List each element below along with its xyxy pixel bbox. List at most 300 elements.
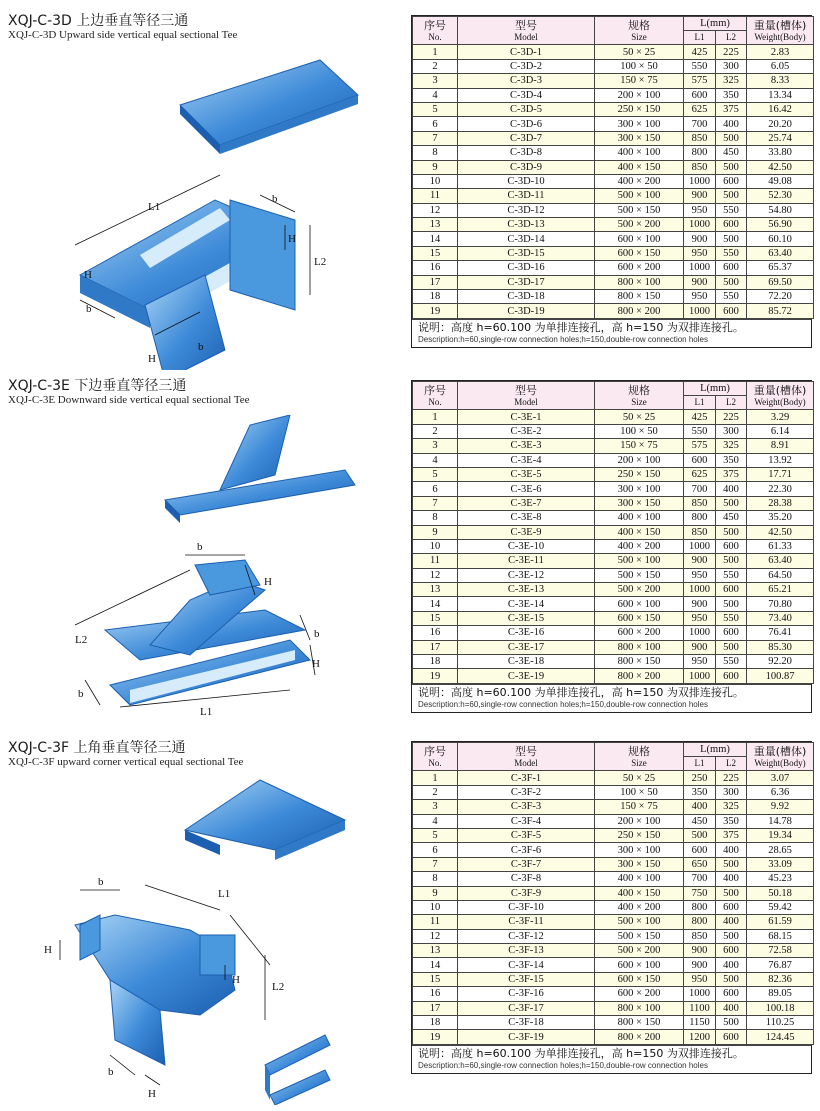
cell-size: 400 × 150	[595, 886, 684, 900]
header-l: L(mm)	[684, 743, 747, 757]
header-l: L(mm)	[684, 17, 747, 31]
cell-model: C-3E-5	[458, 467, 595, 481]
cell-l2: 400	[716, 1001, 747, 1015]
spec-table-3e	[411, 380, 812, 713]
dim-h-right: H	[232, 974, 240, 986]
cell-l1: 950	[684, 290, 716, 304]
dim-l2: L2	[314, 256, 327, 268]
cell-no: 16	[413, 261, 458, 275]
cell-no: 17	[413, 1001, 458, 1015]
dim-l1: L1	[218, 888, 231, 900]
cell-l1: 900	[684, 275, 716, 289]
section-title-en: XQJ-C-3F upward corner vertical equal sectional Tee	[8, 756, 244, 768]
dim-l2: L2	[75, 634, 88, 646]
cell-model: C-3F-2	[458, 785, 595, 799]
cell-model: C-3E-15	[458, 611, 595, 625]
cell-l1: 650	[684, 857, 716, 871]
cell-l1: 950	[684, 246, 716, 260]
cell-l1: 800	[684, 511, 716, 525]
header-size: 规格 Size	[595, 743, 684, 771]
cell-no: 9	[413, 160, 458, 174]
cell-weight: 6.05	[747, 59, 814, 73]
note	[412, 684, 811, 712]
header-size: 规格 Size	[595, 17, 684, 45]
header-no: 序号 No.	[413, 382, 458, 410]
cell-l1: 950	[684, 655, 716, 669]
cell-size: 300 × 100	[595, 117, 684, 131]
header-weight: 重量(槽体) Weight(Body)	[747, 743, 814, 771]
cell-size: 400 × 100	[595, 872, 684, 886]
table-row	[413, 439, 814, 453]
cell-weight: 3.29	[747, 410, 814, 424]
cell-no: 11	[413, 554, 458, 568]
table-row	[413, 828, 814, 842]
table-row	[413, 304, 814, 318]
cell-size: 250 × 150	[595, 467, 684, 481]
cell-weight: 22.30	[747, 482, 814, 496]
cell-model: C-3F-1	[458, 771, 595, 785]
cell-l2: 500	[716, 275, 747, 289]
cell-no: 3	[413, 74, 458, 88]
table-row	[413, 424, 814, 438]
note-cn: 说明：高度 h=60.100 为单排连接孔，高 h=150 为双排连接孔。	[418, 1046, 744, 1060]
cell-no: 13	[413, 583, 458, 597]
cell-size: 250 × 150	[595, 102, 684, 116]
table-row	[413, 987, 814, 1001]
cell-no: 16	[413, 987, 458, 1001]
cell-model: C-3F-5	[458, 828, 595, 842]
table-row	[413, 160, 814, 174]
dim-l1: L1	[148, 201, 161, 213]
cover-plate	[185, 780, 345, 860]
cell-l2: 375	[716, 102, 747, 116]
connector-plate	[265, 1035, 330, 1105]
cell-no: 5	[413, 828, 458, 842]
spec-grid	[412, 16, 814, 319]
spec-body	[413, 45, 814, 318]
cell-size: 600 × 100	[595, 958, 684, 972]
header-l: L(mm)	[684, 382, 747, 396]
cell-size: 600 × 100	[595, 232, 684, 246]
cell-no: 5	[413, 102, 458, 116]
cell-l1: 800	[684, 146, 716, 160]
cell-l2: 500	[716, 857, 747, 871]
table-row	[413, 929, 814, 943]
cell-weight: 72.20	[747, 290, 814, 304]
table-row	[413, 583, 814, 597]
cell-no: 2	[413, 424, 458, 438]
dim-l2: L2	[272, 981, 285, 993]
cell-l1: 950	[684, 611, 716, 625]
cell-size: 500 × 100	[595, 554, 684, 568]
cell-model: C-3F-3	[458, 800, 595, 814]
cell-weight: 56.90	[747, 218, 814, 232]
tee-3e-illustration	[20, 415, 390, 725]
cell-weight: 49.08	[747, 174, 814, 188]
cell-l1: 950	[684, 568, 716, 582]
table-row	[413, 554, 814, 568]
cell-l1: 1000	[684, 626, 716, 640]
cell-no: 12	[413, 568, 458, 582]
cell-size: 400 × 200	[595, 174, 684, 188]
table-row	[413, 117, 814, 131]
spec-body	[413, 410, 814, 683]
cell-weight: 6.14	[747, 424, 814, 438]
note-en: Description:h=60,single-row connection holes;h=150,double-row connection holes	[418, 699, 708, 709]
cell-model: C-3D-7	[458, 131, 595, 145]
cell-l1: 900	[684, 189, 716, 203]
cell-size: 400 × 200	[595, 539, 684, 553]
cell-l1: 900	[684, 232, 716, 246]
cell-model: C-3D-15	[458, 246, 595, 260]
cell-weight: 3.07	[747, 771, 814, 785]
cell-no: 11	[413, 915, 458, 929]
cell-model: C-3F-9	[458, 886, 595, 900]
table-row	[413, 785, 814, 799]
cell-no: 15	[413, 972, 458, 986]
header-l2: L2	[716, 396, 747, 410]
cell-model: C-3D-6	[458, 117, 595, 131]
cell-l2: 400	[716, 958, 747, 972]
cell-model: C-3E-8	[458, 511, 595, 525]
cell-l2: 400	[716, 117, 747, 131]
cell-l2: 325	[716, 800, 747, 814]
header-model: 型号 Model	[458, 382, 595, 410]
table-row	[413, 511, 814, 525]
cell-l2: 325	[716, 439, 747, 453]
cell-size: 800 × 100	[595, 275, 684, 289]
cell-model: C-3F-17	[458, 1001, 595, 1015]
table-row	[413, 102, 814, 116]
cell-size: 800 × 150	[595, 1016, 684, 1030]
table-row	[413, 655, 814, 669]
cell-size: 600 × 200	[595, 626, 684, 640]
tee-3f-illustration	[20, 775, 390, 1105]
cell-l2: 600	[716, 900, 747, 914]
cell-model: C-3D-8	[458, 146, 595, 160]
cell-weight: 110.25	[747, 1016, 814, 1030]
cell-size: 800 × 100	[595, 1001, 684, 1015]
cell-no: 17	[413, 640, 458, 654]
cell-weight: 28.38	[747, 496, 814, 510]
cell-l1: 1000	[684, 669, 716, 683]
header-model: 型号 Model	[458, 743, 595, 771]
cell-l2: 600	[716, 626, 747, 640]
header-no: 序号 No.	[413, 17, 458, 45]
dim-b-left: b	[86, 303, 92, 315]
cell-weight: 59.42	[747, 900, 814, 914]
cell-l2: 375	[716, 828, 747, 842]
section-title-cn: XQJ-C-3F 上角垂直等径三通	[8, 740, 186, 756]
cell-size: 50 × 25	[595, 771, 684, 785]
cell-l2: 500	[716, 929, 747, 943]
header-model: 型号 Model	[458, 17, 595, 45]
cell-l1: 1150	[684, 1016, 716, 1030]
cell-l2: 450	[716, 511, 747, 525]
cell-l2: 550	[716, 611, 747, 625]
cell-size: 100 × 50	[595, 59, 684, 73]
cell-weight: 124.45	[747, 1030, 814, 1044]
cell-weight: 13.92	[747, 453, 814, 467]
cell-l2: 500	[716, 496, 747, 510]
cell-size: 800 × 150	[595, 655, 684, 669]
table-row	[413, 74, 814, 88]
cell-l1: 1000	[684, 218, 716, 232]
cell-weight: 35.20	[747, 511, 814, 525]
cell-l2: 600	[716, 944, 747, 958]
cell-l2: 500	[716, 1016, 747, 1030]
tee-body	[105, 560, 310, 705]
table-row	[413, 568, 814, 582]
header-no: 序号 No.	[413, 743, 458, 771]
cell-model: C-3F-12	[458, 929, 595, 943]
cell-l1: 1000	[684, 539, 716, 553]
header-l2: L2	[716, 757, 747, 771]
cell-model: C-3F-7	[458, 857, 595, 871]
cell-no: 1	[413, 410, 458, 424]
cell-no: 3	[413, 800, 458, 814]
cell-size: 400 × 100	[595, 511, 684, 525]
cell-size: 500 × 100	[595, 915, 684, 929]
cell-weight: 25.74	[747, 131, 814, 145]
section-3f	[0, 737, 820, 1107]
cell-size: 500 × 150	[595, 929, 684, 943]
cell-weight: 63.40	[747, 554, 814, 568]
cell-size: 400 × 150	[595, 525, 684, 539]
cell-model: C-3F-6	[458, 843, 595, 857]
note-en: Description:h=60,single-row connection holes;h=150,double-row connection holes	[418, 334, 708, 344]
cell-size: 500 × 200	[595, 944, 684, 958]
cell-weight: 16.42	[747, 102, 814, 116]
cell-l1: 700	[684, 482, 716, 496]
cell-size: 800 × 150	[595, 290, 684, 304]
table-row	[413, 640, 814, 654]
cell-weight: 13.34	[747, 88, 814, 102]
note	[412, 1045, 811, 1073]
header-l1: L1	[684, 396, 716, 410]
cell-weight: 14.78	[747, 814, 814, 828]
cell-weight: 42.50	[747, 160, 814, 174]
cell-l2: 400	[716, 872, 747, 886]
cell-weight: 28.65	[747, 843, 814, 857]
note-cn: 说明：高度 h=60.100 为单排连接孔，高 h=150 为双排连接孔。	[418, 685, 744, 699]
cell-l2: 550	[716, 290, 747, 304]
cell-no: 12	[413, 929, 458, 943]
cell-no: 10	[413, 174, 458, 188]
cell-l1: 450	[684, 814, 716, 828]
cell-size: 50 × 25	[595, 410, 684, 424]
spec-table-3f	[411, 741, 812, 1074]
cell-no: 13	[413, 218, 458, 232]
table-row	[413, 1016, 814, 1030]
table-row	[413, 814, 814, 828]
cell-l1: 1000	[684, 304, 716, 318]
cell-l2: 500	[716, 160, 747, 174]
cell-l2: 600	[716, 669, 747, 683]
cell-l2: 600	[716, 987, 747, 1001]
section-3e	[0, 375, 820, 730]
cell-weight: 65.37	[747, 261, 814, 275]
dim-b-left: b	[78, 688, 84, 700]
cell-no: 13	[413, 944, 458, 958]
dim-b-right: b	[314, 628, 320, 640]
table-row	[413, 218, 814, 232]
cell-model: C-3F-15	[458, 972, 595, 986]
cell-size: 600 × 200	[595, 987, 684, 1001]
table-row	[413, 174, 814, 188]
cell-no: 7	[413, 857, 458, 871]
cell-no: 8	[413, 146, 458, 160]
cell-l2: 300	[716, 785, 747, 799]
cell-model: C-3D-10	[458, 174, 595, 188]
cell-l2: 500	[716, 640, 747, 654]
section-title-en: XQJ-C-3D Upward side vertical equal sectional Tee	[8, 29, 238, 41]
cell-model: C-3D-2	[458, 59, 595, 73]
table-row	[413, 1030, 814, 1044]
cell-model: C-3E-13	[458, 583, 595, 597]
cell-l1: 850	[684, 160, 716, 174]
dim-b-top: b	[197, 541, 203, 553]
cell-size: 300 × 100	[595, 843, 684, 857]
cell-no: 4	[413, 453, 458, 467]
cell-l1: 850	[684, 496, 716, 510]
cell-l2: 225	[716, 410, 747, 424]
cell-no: 4	[413, 814, 458, 828]
cell-no: 1	[413, 45, 458, 59]
cell-weight: 100.87	[747, 669, 814, 683]
cell-weight: 61.33	[747, 539, 814, 553]
cell-model: C-3E-6	[458, 482, 595, 496]
cell-l1: 1200	[684, 1030, 716, 1044]
cell-no: 4	[413, 88, 458, 102]
cell-weight: 60.10	[747, 232, 814, 246]
dim-h-right: H	[288, 233, 296, 245]
cell-weight: 54.80	[747, 203, 814, 217]
cell-no: 2	[413, 785, 458, 799]
cell-weight: 68.15	[747, 929, 814, 943]
cell-l1: 900	[684, 640, 716, 654]
dim-h-bottom: H	[148, 353, 156, 365]
cell-l1: 250	[684, 771, 716, 785]
cell-l2: 500	[716, 232, 747, 246]
cell-size: 300 × 150	[595, 496, 684, 510]
cell-l2: 600	[716, 261, 747, 275]
cell-model: C-3E-18	[458, 655, 595, 669]
cell-model: C-3F-16	[458, 987, 595, 1001]
cell-l2: 500	[716, 554, 747, 568]
dim-h-top: H	[264, 576, 272, 588]
cell-no: 11	[413, 189, 458, 203]
cell-no: 9	[413, 886, 458, 900]
cell-size: 600 × 100	[595, 597, 684, 611]
cell-size: 150 × 75	[595, 800, 684, 814]
cell-l1: 800	[684, 915, 716, 929]
cell-no: 6	[413, 117, 458, 131]
cell-model: C-3E-2	[458, 424, 595, 438]
cell-l2: 350	[716, 88, 747, 102]
cell-model: C-3F-11	[458, 915, 595, 929]
cell-no: 9	[413, 525, 458, 539]
cell-model: C-3F-13	[458, 944, 595, 958]
table-row	[413, 410, 814, 424]
cell-l2: 500	[716, 525, 747, 539]
dim-b-bottom: b	[108, 1066, 114, 1078]
cell-weight: 65.21	[747, 583, 814, 597]
cell-l1: 800	[684, 900, 716, 914]
table-row	[413, 669, 814, 683]
spec-table-3d	[411, 15, 812, 348]
cell-l1: 850	[684, 525, 716, 539]
cell-l2: 400	[716, 915, 747, 929]
cover-plate	[165, 415, 355, 523]
cell-l1: 550	[684, 59, 716, 73]
cell-no: 18	[413, 655, 458, 669]
section-title-cn: XQJ-C-3D 上边垂直等径三通	[8, 13, 189, 29]
cell-l1: 950	[684, 972, 716, 986]
cell-weight: 89.05	[747, 987, 814, 1001]
cell-model: C-3F-8	[458, 872, 595, 886]
table-row	[413, 131, 814, 145]
cell-weight: 45.23	[747, 872, 814, 886]
cell-l1: 1100	[684, 1001, 716, 1015]
cell-l2: 500	[716, 886, 747, 900]
cell-weight: 76.41	[747, 626, 814, 640]
cell-model: C-3E-19	[458, 669, 595, 683]
cell-size: 150 × 75	[595, 74, 684, 88]
table-row	[413, 482, 814, 496]
cell-size: 200 × 100	[595, 814, 684, 828]
cell-model: C-3D-19	[458, 304, 595, 318]
cell-l1: 350	[684, 785, 716, 799]
cell-weight: 76.87	[747, 958, 814, 972]
cell-l1: 600	[684, 88, 716, 102]
cell-l2: 550	[716, 203, 747, 217]
table-row	[413, 539, 814, 553]
cell-size: 300 × 150	[595, 857, 684, 871]
table-row	[413, 611, 814, 625]
cell-model: C-3F-18	[458, 1016, 595, 1030]
cell-l1: 750	[684, 886, 716, 900]
cell-l1: 850	[684, 131, 716, 145]
spec-grid	[412, 381, 814, 684]
cell-no: 16	[413, 626, 458, 640]
cell-size: 800 × 200	[595, 304, 684, 318]
cell-model: C-3E-1	[458, 410, 595, 424]
cell-no: 7	[413, 131, 458, 145]
header-weight: 重量(槽体) Weight(Body)	[747, 17, 814, 45]
cell-size: 200 × 100	[595, 453, 684, 467]
cell-size: 100 × 50	[595, 424, 684, 438]
cell-l1: 575	[684, 74, 716, 88]
cell-l1: 1000	[684, 261, 716, 275]
cell-l2: 350	[716, 453, 747, 467]
cell-model: C-3E-9	[458, 525, 595, 539]
cell-l1: 600	[684, 453, 716, 467]
table-row	[413, 146, 814, 160]
cell-l1: 1000	[684, 987, 716, 1001]
table-row	[413, 88, 814, 102]
note	[412, 319, 811, 347]
cell-size: 400 × 100	[595, 146, 684, 160]
table-row	[413, 800, 814, 814]
dim-h-left: H	[44, 944, 52, 956]
cell-model: C-3E-4	[458, 453, 595, 467]
cell-l1: 400	[684, 800, 716, 814]
cell-size: 800 × 100	[595, 640, 684, 654]
cell-weight: 92.20	[747, 655, 814, 669]
dim-l1: L1	[200, 706, 213, 718]
cell-l1: 425	[684, 45, 716, 59]
